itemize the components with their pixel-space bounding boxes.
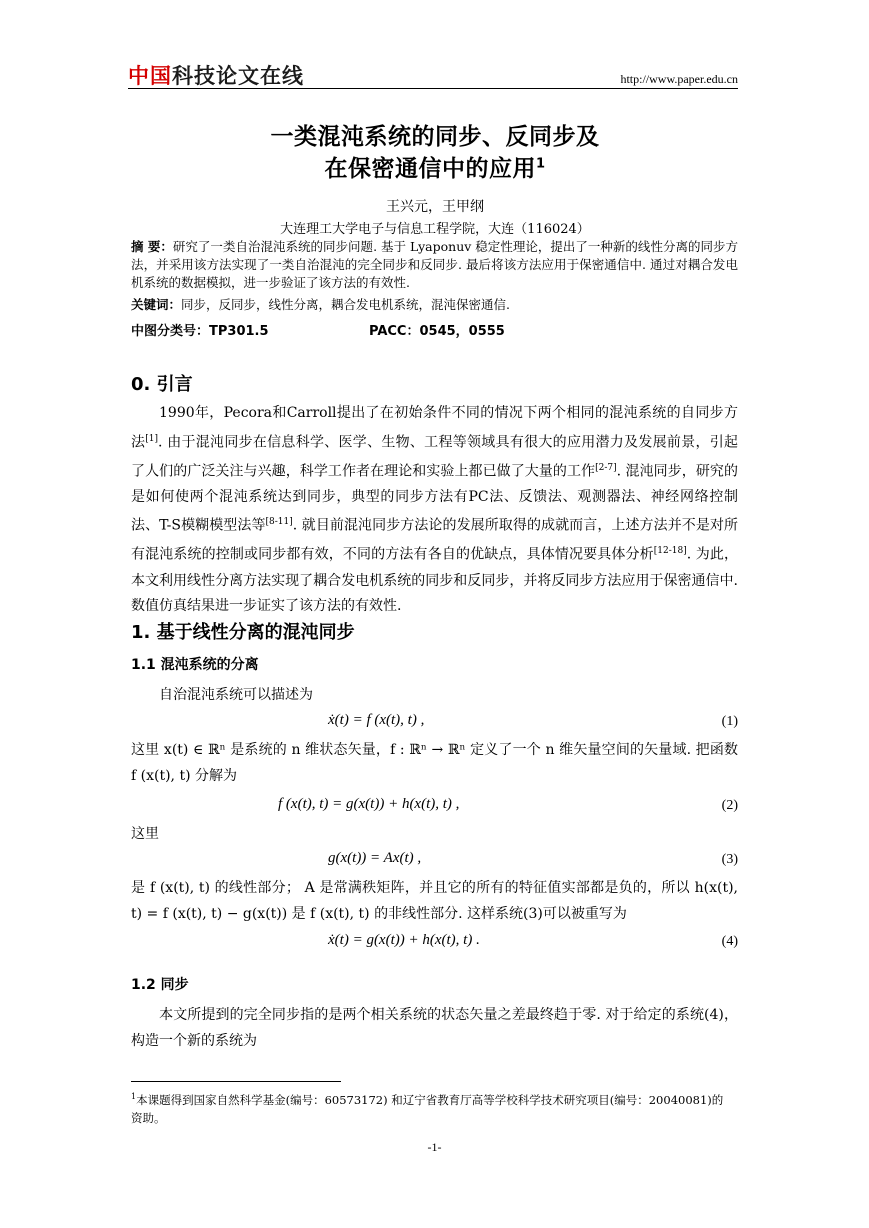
section-0-paragraph: 1990年，Pecora和Carroll提出了在初始条件不同的情况下两个相同的混沌系统的自同步方法[1]. 由于混沌同步在信息科学、医学、生物、工程等领域具有很大的应用潜力及发展前景，引起了人们的广泛关注与兴趣，科学工作者在理论和实验上都已做了大量的工作[2-7]. 混沌同步，研究的是如何使两个混沌系统达到同步，典型的同步方法有PC法、反馈法、观测器法、神经网络控制法、T-S模糊模型法等[8-11]. 就目前混沌同步方法论的发展所取得的成就而言，上述方法并不是对所有混沌系统的控制或同步都有效，不同的方法有各自的优缺点，具体情况要具体分析[12-18]. 为此，本文利用线性分离方法实现了耦合发电机系统的同步和反同步，并将反同步方法应用于保密通信中. 数值仿真结果进一步证实了该方法的有效性. [131, 405, 739, 615]
section-0-heading: 0. 引言 [131, 374, 193, 395]
keywords [131, 296, 738, 314]
equation-1: ẋ(t) = f (x(t), t) , [328, 712, 425, 728]
citation[interactable]: [1] [145, 433, 159, 444]
subsection-1-1-heading: 1.1 混沌系统的分离 [131, 657, 259, 673]
footnote-text: 本课题得到国家自然科学基金(编号：60573172) 和辽宁省教育厅高等学校科学技术研究项目(编号：20040081)的资助。 [131, 1092, 724, 1125]
header-divider [128, 88, 738, 89]
page-number: -1- [427, 1140, 442, 1154]
footnote [131, 1088, 731, 1127]
authors: 王兴元，王甲纲 [386, 199, 484, 215]
site-logo: 中国科技论文在线 [128, 64, 304, 88]
equation-2: f (x(t), t) = g(x(t)) + h(x(t), t) , [278, 796, 460, 812]
keywords-text: 同步，反同步，线性分离，耦合发电机系统，混沌保密通信. [181, 297, 510, 312]
equation-2-number: (2) [721, 798, 738, 813]
section-1-description: 这里 x(t) ∈ ℝⁿ 是系统的 n 维状态矢量，f : ℝⁿ → ℝⁿ 定义了一个 n 维矢量空间的矢量域. 把函数 f (x(t), t) 分解为 [131, 742, 738, 784]
equation-1-number: (1) [721, 714, 738, 729]
section-1-intro: 自治混沌系统可以描述为 [159, 687, 313, 703]
footnote-divider [131, 1081, 341, 1082]
section-1-heading: 1. 基于线性分离的混沌同步 [131, 622, 355, 643]
affiliation: 大连理工大学电子与信息工程学院，大连（116024） [280, 222, 590, 237]
equation-3: g(x(t)) = Ax(t) , [328, 850, 422, 866]
pacc-number: PACC：0545，0555 [369, 324, 505, 339]
site-url[interactable]: http://www.paper.edu.cn [620, 72, 738, 86]
paper-title-line2: 在保密通信中的应用$^1$ [324, 156, 546, 182]
citation[interactable]: [8-11] [265, 517, 293, 528]
title-footnote-mark: 1 [535, 156, 546, 172]
linear-part-description: 是 f (x(t), t) 的线性部分； A 是常满秩矩阵，并且它的所有的特征值实部都是负的，所以 h(x(t), t) = f (x(t), t) − g(x(t)) 是 f (x(t), t) 的非线性部分. 这样系统(3)可以被重写为 [131, 880, 738, 922]
clc-number: 中图分类号：TP301.5 [131, 324, 269, 339]
keywords-label: 关键词： [131, 297, 182, 312]
classification-line [131, 320, 505, 339]
synchronization-paragraph: 本文所提到的完全同步指的是两个相关系统的状态矢量之差最终趋于零. 对于给定的系统(4)，构造一个新的系统为 [131, 1007, 738, 1049]
abstract-text: 研究了一类自治混沌系统的同步问题. 基于 Lyaponuv 稳定性理论，提出了一种新的线性分离的同步方法，并采用该方法实现了一类自治混沌的完全同步和反同步. 最后将该方法应用于保密通信中. 通过对耦合发电机系统的数据模拟，进一步验证了该方法的有效性. [131, 239, 738, 290]
citation[interactable]: [2-7] [595, 462, 617, 473]
citation[interactable]: [12-18] [653, 546, 687, 557]
subsection-1-2-heading: 1.2 同步 [131, 977, 189, 993]
footnote-mark: 1 [131, 1092, 137, 1101]
equation-4: ẋ(t) = g(x(t)) + h(x(t), t) . [328, 932, 480, 948]
paper-title-line1: 一类混沌系统的同步、反同步及 [270, 124, 600, 150]
abstract-label: 摘 要： [131, 239, 173, 254]
abstract [131, 238, 738, 292]
equation-3-number: (3) [721, 852, 738, 867]
equation-4-number: (4) [721, 934, 738, 949]
here-text: 这里 [131, 826, 159, 842]
